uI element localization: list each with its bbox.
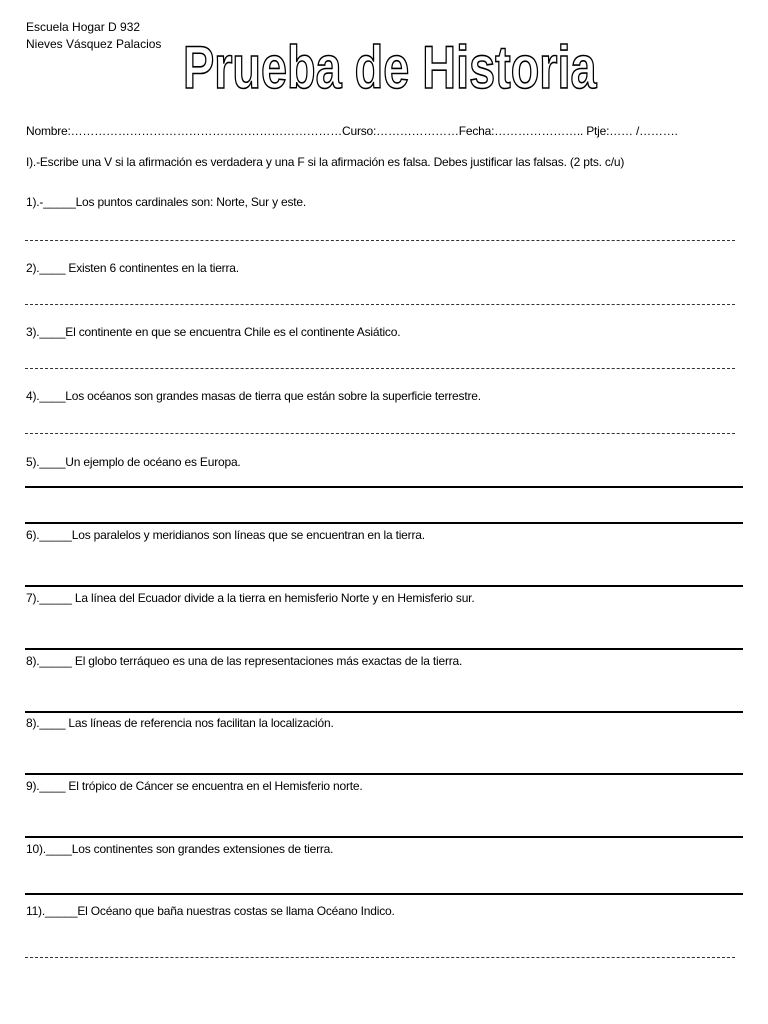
instructions: I).-Escribe una V si la afirmación es verdadera y una F si la afirmación es falsa. Debes justificar las falsas. (2 pts. c/u) (26, 155, 625, 169)
question-4: 4).____Los océanos son grandes masas de tierra que están sobre la superficie terrestre. (26, 389, 481, 403)
question-3: 3).____El continente en que se encuentra Chile es el continente Asiático. (26, 325, 401, 339)
question-7: 7)._____ La línea del Ecuador divide a la tierra en hemisferio Norte y en Hemisferio sur. (26, 591, 475, 605)
answer-line-12 (25, 957, 735, 958)
question-2: 2).____ Existen 6 continentes en la tierra. (26, 261, 239, 275)
answer-line-5a (25, 486, 743, 488)
question-8: 8)._____ El globo terráqueo es una de las representaciones más exactas de la tierra. (26, 654, 463, 668)
school-name: Escuela Hogar D 932 (26, 20, 141, 34)
student-info-line: Nombre:……………………………………………………………Curso:…………………Fecha:………………….. Ptje:…… /………. (26, 124, 678, 138)
answer-line-11 (25, 893, 743, 895)
question-1: 1).-_____Los puntos cardinales son: Norte, Sur y este. (26, 195, 307, 209)
question-10: 9).____ El trópico de Cáncer se encuentra en el Hemisferio norte. (26, 779, 363, 793)
answer-line-9 (25, 773, 743, 775)
question-12: 11)._____El Océano que baña nuestras costas se llama Océano Indico. (26, 904, 395, 918)
answer-line-8 (25, 711, 743, 713)
answer-line-1 (25, 240, 735, 241)
answer-line-3 (25, 368, 735, 369)
teacher-name: Nieves Vásquez Palacios (26, 37, 162, 51)
answer-line-2 (25, 304, 735, 305)
question-5: 5).____Un ejemplo de océano es Europa. (26, 455, 241, 469)
answer-line-4 (25, 433, 735, 434)
question-11: 10).____Los continentes son grandes extensiones de tierra. (26, 842, 334, 856)
page-title: Prueba de Historia (183, 34, 597, 101)
answer-line-7 (25, 648, 743, 650)
answer-line-6 (25, 585, 743, 587)
answer-line-5b (25, 522, 743, 524)
answer-line-10 (25, 836, 743, 838)
question-6: 6)._____Los paralelos y meridianos son líneas que se encuentran en la tierra. (26, 528, 425, 542)
question-9: 8).____ Las líneas de referencia nos facilitan la localización. (26, 716, 334, 730)
